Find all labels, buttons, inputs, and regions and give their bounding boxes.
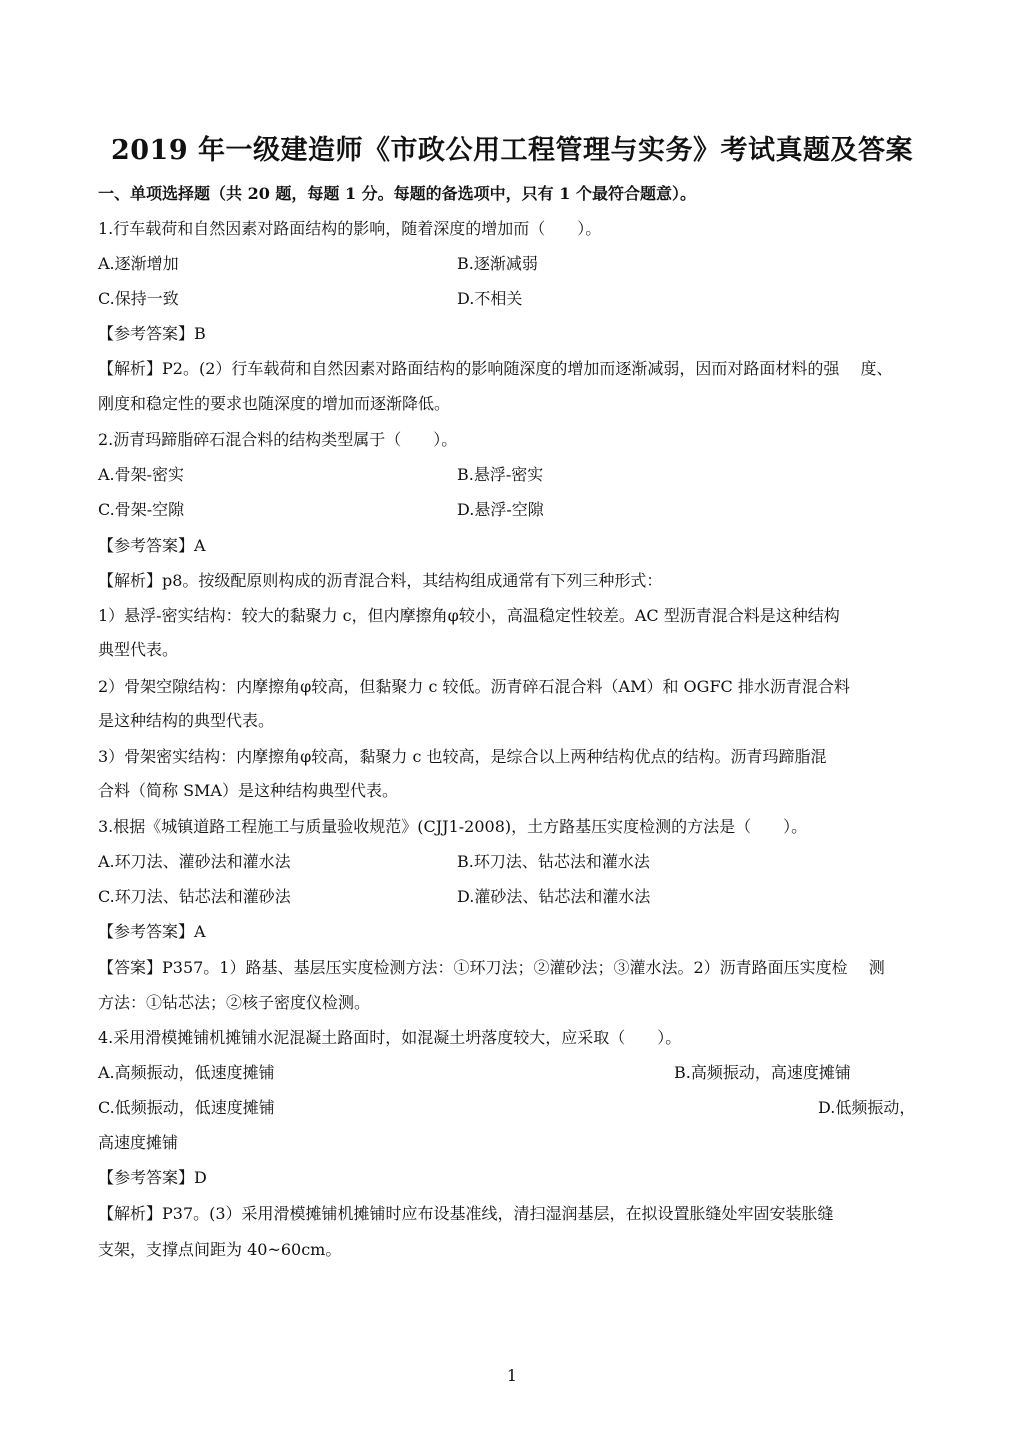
question-4-option-b: B.高频振动，高速度摊铺: [674, 1063, 851, 1082]
question-2-answer: 【参考答案】A: [98, 536, 206, 555]
question-4-option-a: A.高频振动，低速度摊铺: [98, 1063, 275, 1082]
page-number: 1: [506, 1366, 518, 1385]
question-1-analysis: 【解析】P2。(2）行车载荷和自然因素对路面结构的影响随深度的增加而逐渐减弱，因而对路面材料的强 度、: [98, 359, 893, 378]
question-3-option-c: C.环刀法、钻芯法和灌砂法: [98, 887, 291, 906]
question-1-option-b: B.逐渐减弱: [457, 254, 538, 273]
question-4-answer: 【参考答案】D: [98, 1168, 207, 1187]
question-4-option-c: C.低频振动，低速度摊铺: [98, 1098, 275, 1117]
section-heading: 一、单项选择题（共 20 题，每题 1 分。每题的备选项中，只有 1 个最符合题意）。: [98, 184, 696, 203]
question-2-option-c: C.骨架-空隙: [98, 500, 185, 519]
question-2-analysis: 【解析】p8。按级配原则构成的沥青混合料，其结构组成通常有下列三种形式：: [98, 571, 663, 590]
question-3-option-d: D.灌砂法、钻芯法和灌水法: [457, 887, 651, 906]
question-1-option-d: D.不相关: [457, 289, 523, 308]
question-3-option-b: B.环刀法、钻芯法和灌水法: [457, 852, 650, 871]
question-3-option-a: A.环刀法、灌砂法和灌水法: [98, 852, 291, 871]
question-2-stem: 2.沥青玛蹄脂碎石混合料的结构类型属于（ ）。: [98, 430, 458, 449]
question-4-option-d: D.低频振动，: [818, 1098, 916, 1117]
question-2-item-3-cont: 合料（简称 SMA）是这种结构典型代表。: [98, 781, 398, 800]
question-2-option-b: B.悬浮-密实: [457, 465, 544, 484]
question-2-option-d: D.悬浮-空隙: [457, 500, 544, 519]
question-2-item-3: 3）骨架密实结构：内摩擦角φ较高，黏聚力 c 也较高，是综合以上两种结构优点的结构。沥青玛蹄脂混: [98, 747, 827, 766]
question-3-stem: 3.根据《城镇道路工程施工与质量验收规范》(CJJ1-2008)，土方路基压实度检测的方法是（ ）。: [98, 817, 808, 836]
page-title: 2019 年一级建造师《市政公用工程管理与实务》考试真题及答案: [110, 135, 914, 166]
question-1-answer: 【参考答案】B: [98, 324, 206, 343]
question-3-answer: 【参考答案】A: [98, 922, 206, 941]
question-3-analysis: 【答案】P357。1）路基、基层压实度检测方法：①环刀法；②灌砂法；③灌水法。2）沥青路面压实度检 测: [98, 958, 885, 977]
question-1-option-a: A.逐渐增加: [98, 254, 179, 273]
question-3-analysis-cont: 方法：①钻芯法；②核子密度仪检测。: [98, 993, 371, 1012]
question-2-item-2: 2）骨架空隙结构：内摩擦角φ较高，但黏聚力 c 较低。沥青碎石混合料（AM）和 OGFC 排水沥青混合料: [98, 677, 850, 696]
question-4-analysis: 【解析】P37。(3）采用滑模摊铺机摊铺时应布设基准线，清扫湿润基层，在拟设置胀缝处牢固安装胀缝: [98, 1204, 834, 1223]
question-4-stem: 4.采用滑模摊铺机摊铺水泥混凝土路面时，如混凝土坍落度较大，应采取（ ）。: [98, 1028, 682, 1047]
question-2-item-1: 1）悬浮-密实结构：较大的黏聚力 c，但内摩擦角φ较小，高温稳定性较差。AC 型沥青混合料是这种结构: [98, 606, 840, 625]
question-2-item-1-cont: 典型代表。: [98, 640, 179, 659]
question-4-analysis-cont: 支架，支撑点间距为 40~60cm。: [98, 1240, 342, 1259]
question-2-option-a: A.骨架-密实: [98, 465, 185, 484]
question-1-option-c: C.保持一致: [98, 289, 179, 308]
question-2-item-2-cont: 是这种结构的典型代表。: [98, 711, 275, 730]
question-4-option-d-cont: 高速度摊铺: [98, 1133, 179, 1152]
question-1-analysis-cont: 刚度和稳定性的要求也随深度的增加而逐渐降低。: [98, 394, 451, 413]
question-1-stem: 1.行车载荷和自然因素对路面结构的影响，随着深度的增加而（ ）。: [98, 219, 602, 238]
